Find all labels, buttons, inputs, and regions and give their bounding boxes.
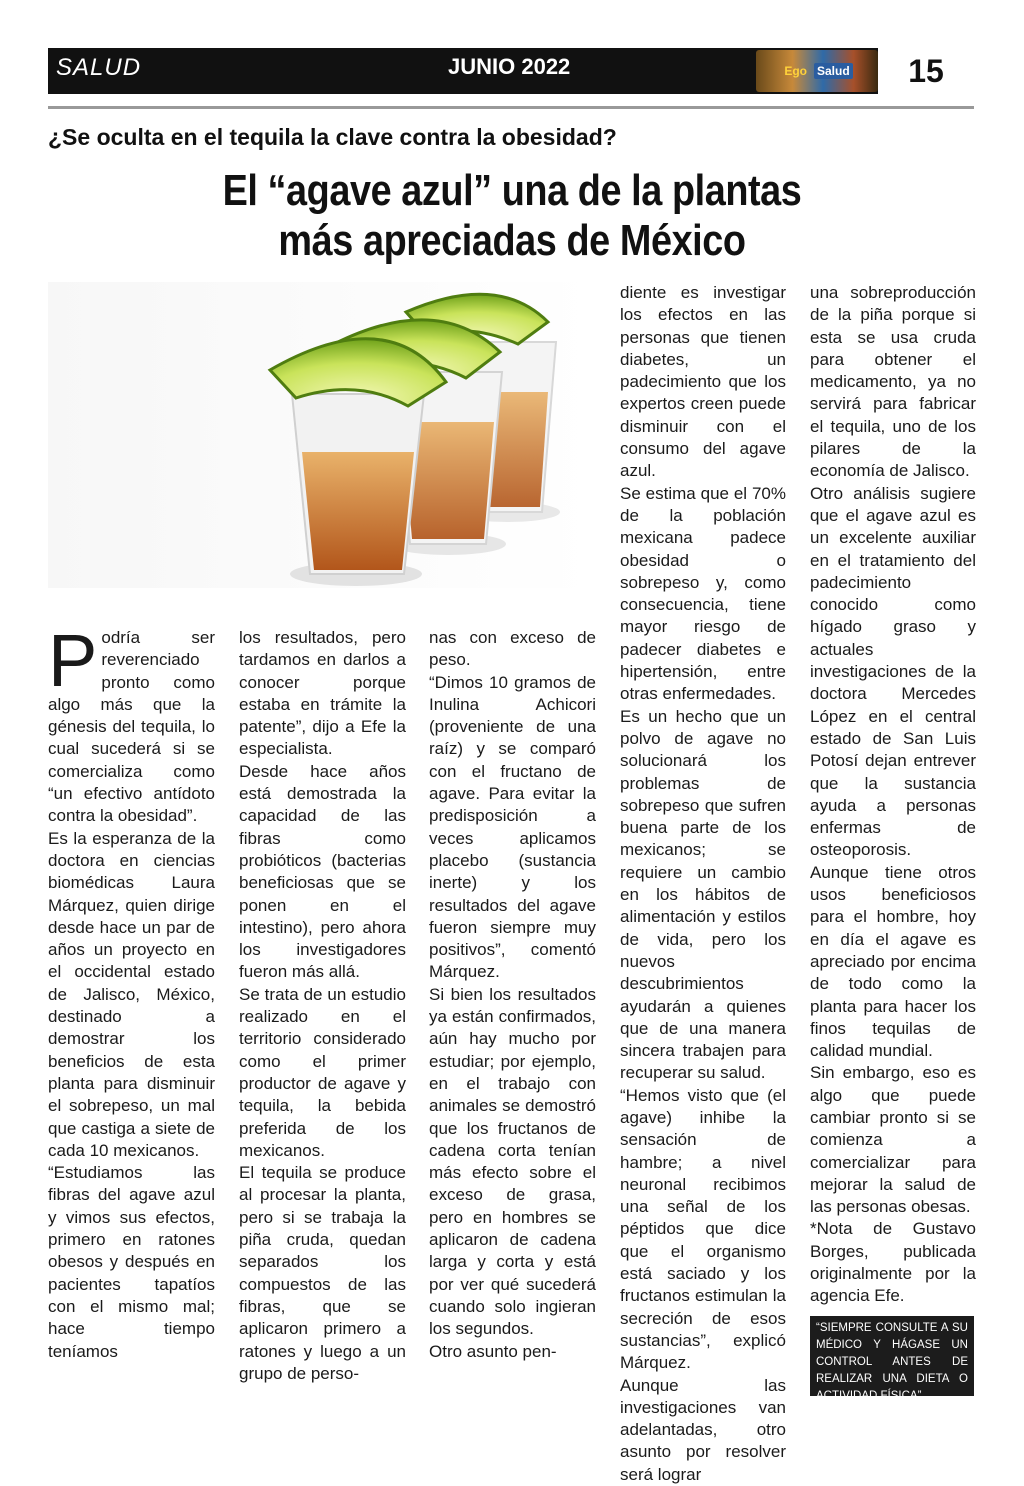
paragraph: Es un hecho que un polvo de agave no solucionará los problemas de sobrepeso que sufren buena parte de los mexicanos; se requiere un cambio en los hábitos de alimentación y estilos de vida, pero los nuevos descubrimientos ayudarán a quienes que de una manera sincera trabajen para recuperar su salud. [620, 706, 786, 1083]
article-column-3 [429, 627, 596, 1363]
headline-line-2: más apreciadas de México [278, 216, 746, 265]
article-headline [158, 166, 867, 266]
paragraph: Se estima que el 70% de la población mexicana padece obesidad o sobrepeso y, como consecuencia, tiene mayor riesgo de padecer diabetes e hipertensión, entre otras enfermedades. [620, 483, 786, 704]
ego-salud-logo [756, 50, 878, 92]
page-number: 15 [878, 48, 974, 94]
paragraph: Otro asunto pen- [429, 1341, 557, 1361]
paragraph: Otro análisis sugiere que el agave azul es un excelente auxiliar en el tratamiento del padecimiento conocido como hígado graso y actuales investigaciones de la doctora Mercedes López en el central estado de San Luis Potosí dejan entrever que la sustancia ayuda a personas enfermas de osteoporosis. [810, 483, 976, 860]
page-header [48, 48, 974, 94]
logo-text-salud: Salud [814, 63, 853, 79]
drop-cap: P [48, 619, 98, 702]
article-column-1 [48, 619, 215, 1363]
health-notice-box: “SIEMPRE CONSULTE A SU MÉDICO Y HÁGASE UN CONTROL ANTES DE REALIZAR UNA DIETA O ACTIVIDAD FÍSICA” [810, 1316, 974, 1396]
paragraph: Es la esperanza de la doctora en ciencias biomédicas Laura Márquez, quien dirige desde hace un par de años un proyecto en el occidental estado de Jalisco, México, destinado a demostrar los beneficios de esta planta para disminuir el sobrepeso, un mal que castiga a siete de cada 10 mexicanos. [48, 828, 215, 1160]
paragraph: Se trata de un estudio realizado en el territorio considerado como el primer productor de agave y tequila, la bebida preferida de los mexicanos. [239, 984, 406, 1160]
tequila-shots-with-lime-image [48, 282, 595, 588]
article-kicker: ¿Se oculta en el tequila la clave contra la obesidad? [48, 124, 617, 150]
paragraph: una sobreproducción de la piña porque si esta se usa cruda para obtener el medicamento, ya no servirá para fabricar el tequila, uno de los pilares de la economía de Jalisco. [810, 283, 976, 481]
paragraph: “Dimos 10 gramos de Inulina Achicori (proveniente de una raíz) y se comparó con el fructano de agave. Para evitar la predisposición a veces aplicamos placebo (sustancia inerte) y los resultados del agave fueron siempre muy positivos”, comentó Márquez. [429, 672, 596, 982]
paragraph: nas con exceso de peso. [429, 628, 596, 670]
paragraph: Si bien los resultados ya están confirmados, aún hay mucho por estudiar; por ejemplo, en el trabajo con animales se demostró que los fructanos de cadena corta tenían más efecto sobre el exceso de grasa, pero en hombres se aplicaron de cadena larga y corta y está por ver qué sucederá cuando solo ingieran los segundos. [429, 984, 596, 1339]
paragraph: odría ser reverenciado pronto como algo más que la génesis del tequila, lo cual sucederá si se comercializa como “un efectivo antídoto contra la obesidad”. [48, 628, 215, 826]
paragraph: los resultados, pero tardamos en darlos a conocer porque estaba en trámite la patente”, dijo a Efe la especialista. [239, 628, 406, 759]
article-column-5 [810, 282, 976, 1308]
header-rule [48, 106, 974, 109]
tequila-illustration [48, 282, 595, 588]
paragraph: diente es investigar los efectos en las personas que tienen diabetes, un padecimiento que los expertos creen puede disminuir con el consumo del agave azul. [620, 283, 786, 481]
section-label: SALUD [56, 54, 142, 81]
article-column-4 [620, 282, 786, 1486]
article-column-2 [239, 627, 406, 1385]
paragraph: Desde hace años está demostrada la capacidad de las fibras como probióticos (bacterias beneficiosas que se ponen en el intestino), pero ahora los investigadores fueron más allá. [239, 761, 406, 982]
paragraph: Sin embargo, eso es algo que puede cambiar pronto si se comienza a comercializar para mejorar la salud de las personas obesas. [810, 1063, 976, 1217]
paragraph: “Estudiamos las fibras del agave azul y vimos sus efectos, primero en ratones obesos y después en pacientes tapatíos con el mismo mal; hace tiempo teníamos [48, 1163, 215, 1361]
paragraph: El tequila se produce al procesar la planta, pero si se trabaja la piña cruda, quedan separados los compuestos de las fibras, que se aplicaron primero a ratones y luego a un grupo de perso- [239, 1163, 406, 1383]
paragraph: Aunque las investigaciones van adelantadas, otro asunto por resolver será lograr [620, 1375, 786, 1484]
headline-line-1: El “agave azul” una de la plantas [222, 166, 802, 215]
paragraph: “Hemos visto que (el agave) inhibe la sensación de hambre; a nivel neuronal recibimos una señal de los péptidos que dice que el organismo está saciado y los fructanos estimulan la secreción de esos sustancias”, explicó Márquez. [620, 1085, 786, 1373]
issue-date: JUNIO 2022 [448, 54, 571, 79]
paragraph: Aunque tiene otros usos beneficiosos para el hombre, hoy en día el agave es apreciado por encima de todo como la planta para hacer los finos tequilas de calidad mundial. [810, 862, 976, 1061]
author-note: *Nota de Gustavo Borges, publicada originalmente por la agencia Efe. [810, 1219, 976, 1306]
logo-text-ego: Ego [784, 64, 807, 78]
